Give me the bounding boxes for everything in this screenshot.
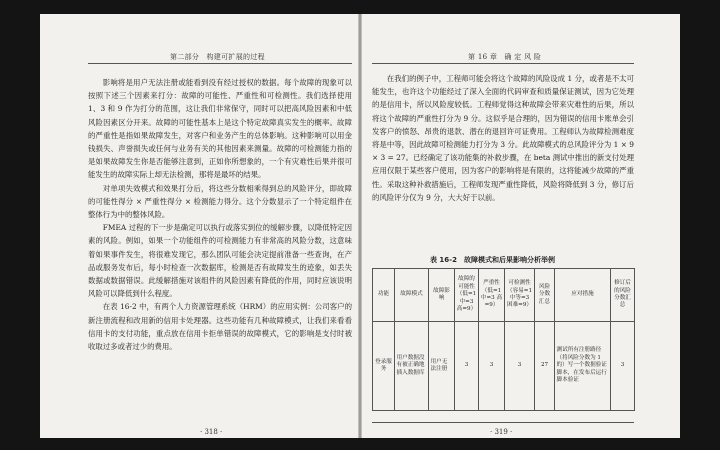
header-cell: 风险分数汇总 — [535, 269, 555, 322]
right-body-text — [372, 72, 634, 204]
table-caption: 表 16-2 故障模式和后果影响分析举例 — [430, 256, 555, 264]
left-page — [40, 14, 358, 438]
right-page-number: · 319 · — [490, 428, 513, 436]
left-header-rule — [88, 63, 352, 64]
header-cell: 应对措施 — [555, 269, 611, 322]
paragraph: 对单项失效模式和效果打分后，将这些分数相乘得到总的风险评分，即故障的可能性得分 × 严重性得分 × 检测能力得分。这个分数显示了一个特定组件在整体行为中的整体风险。 — [88, 183, 352, 220]
header-cell: 故障模式 — [395, 269, 429, 322]
header-cell: 修订后的风险分数汇总 — [611, 269, 635, 322]
fmea-table — [372, 268, 634, 411]
table-bottom-rule — [372, 422, 634, 423]
left-page-number: · 318 · — [200, 428, 223, 436]
table-cell: 3 — [611, 322, 635, 411]
header-cell: 故障的可能性（低=1 中=3 高=9） — [455, 269, 479, 322]
table-header-row — [373, 269, 635, 322]
paragraph: 在表 16-2 中，有两个人力资源管理系统（HRM）的应用实例：公司客户的新注册流程和改用新的信用卡处理器。这些功能有几种故障模式，让我们来看看信用卡的支付功能，重点放在信用卡拒单错误的故障模式，它的影响是支付时被收取过多或者过少的费用。 — [88, 302, 352, 352]
header-cell: 故障影响 — [429, 269, 455, 322]
left-running-head: 第二部分 构建可扩展的过程 — [170, 53, 265, 61]
paragraph: FMEA 过程的下一步是确定可以执行或落实到位的缓解步骤，以降低特定因素的风险。例如，如果一个功能组件的可检测能力有非常高的风险分数，这意味着如果事件发生，将很难发现它，那么团队可能会决定提前准备一些查询，在产品或服务发布后，每小时检查一次数据库，检测是否有故障发生的迹象，如丢失数据或数据错误。此缓解措施对该组件的风险因素有降低的作用，同时应该说明风险可以降低到什么程度。 — [88, 223, 352, 299]
header-cell: 功能 — [373, 269, 395, 322]
table-cell: 测试所有注册路径（将风险分数为 1 的）写一个数据验证脚本，在发布后运行脚本验证 — [555, 322, 611, 411]
header-cell: 严重性（低=1 中=3 高=9） — [479, 269, 505, 322]
header-cell: 可检测性（容易=1 中等=3 困难=9） — [505, 269, 535, 322]
table-cell: 登录服务 — [373, 322, 395, 411]
left-body-text — [88, 76, 352, 353]
table-row — [373, 322, 635, 411]
table-cell: 用户数据没有被正确地插入数据库 — [395, 322, 429, 411]
paragraph: 影响将是用户无法注册或能看到没有经过授权的数据。每个故障的现象可以按照下述三个因素来打分：故障的可能性、严重性和可检测性。我们选择使用 1、3 和 9 作为打分的范围，这让我们非常保守，同时可以把高风险因素和中低风险因素区分开来。故障的可能性基本上是这个特定故障真实发生的概率。故障的严重性是指如果故障发生，对客户和业务产生的总体影响。这种影响可以用金钱损失、声誉损失或任何与业务有关的其他因素来测量。故障的可检测能力指的是如果故障发生你是否能够注意到，正如你所想象的，一个有灾难性后果并很可能发生的故障实际上却无法检测，那将是最坏的结果。 — [88, 78, 352, 180]
table-cell: 3 — [455, 322, 479, 411]
paragraph: 在我们的例子中，工程师可能会将这个故障的风险设成 1 分，或者是不太可能发生，也许这个功能经过了深入全面的代码审查和质量保证测试，因为它处理的是信用卡，所以风险度较低。工程师觉得这种故障会带来灾难性的后果，所以将这个故障的严重性打分为 9 分。这似乎是合理的，因为错误的信用卡账单会引发客户的愤怒、昂贵的退款、潜在的退回许可证费用。工程师认为故障检测难度将是中等，因此故障可检测能力打分为 3 分。此故障模式的总风险评分为 1 × 9 × 3 = 27。已经确定了该功能集的补救步骤，在 beta 测试中推出的新支付处理应用仅限于某些客户使用，因为客户的影响将是有限的，这将能减少故障的严重性。采取这种补救措施后，工程师发现严重性降低，风险将降低到 3 分，修订后的风险评分仅为 9 分，大大好于以前。 — [372, 74, 634, 202]
right-header-rule — [372, 63, 634, 64]
table-cell: 27 — [535, 322, 555, 411]
table-cell: 3 — [505, 322, 535, 411]
table-cell: 3 — [479, 322, 505, 411]
right-page — [362, 14, 680, 438]
right-running-head: 第 16 章 确 定 风 险 — [468, 53, 542, 61]
table-cell: 用户无法注册 — [429, 322, 455, 411]
